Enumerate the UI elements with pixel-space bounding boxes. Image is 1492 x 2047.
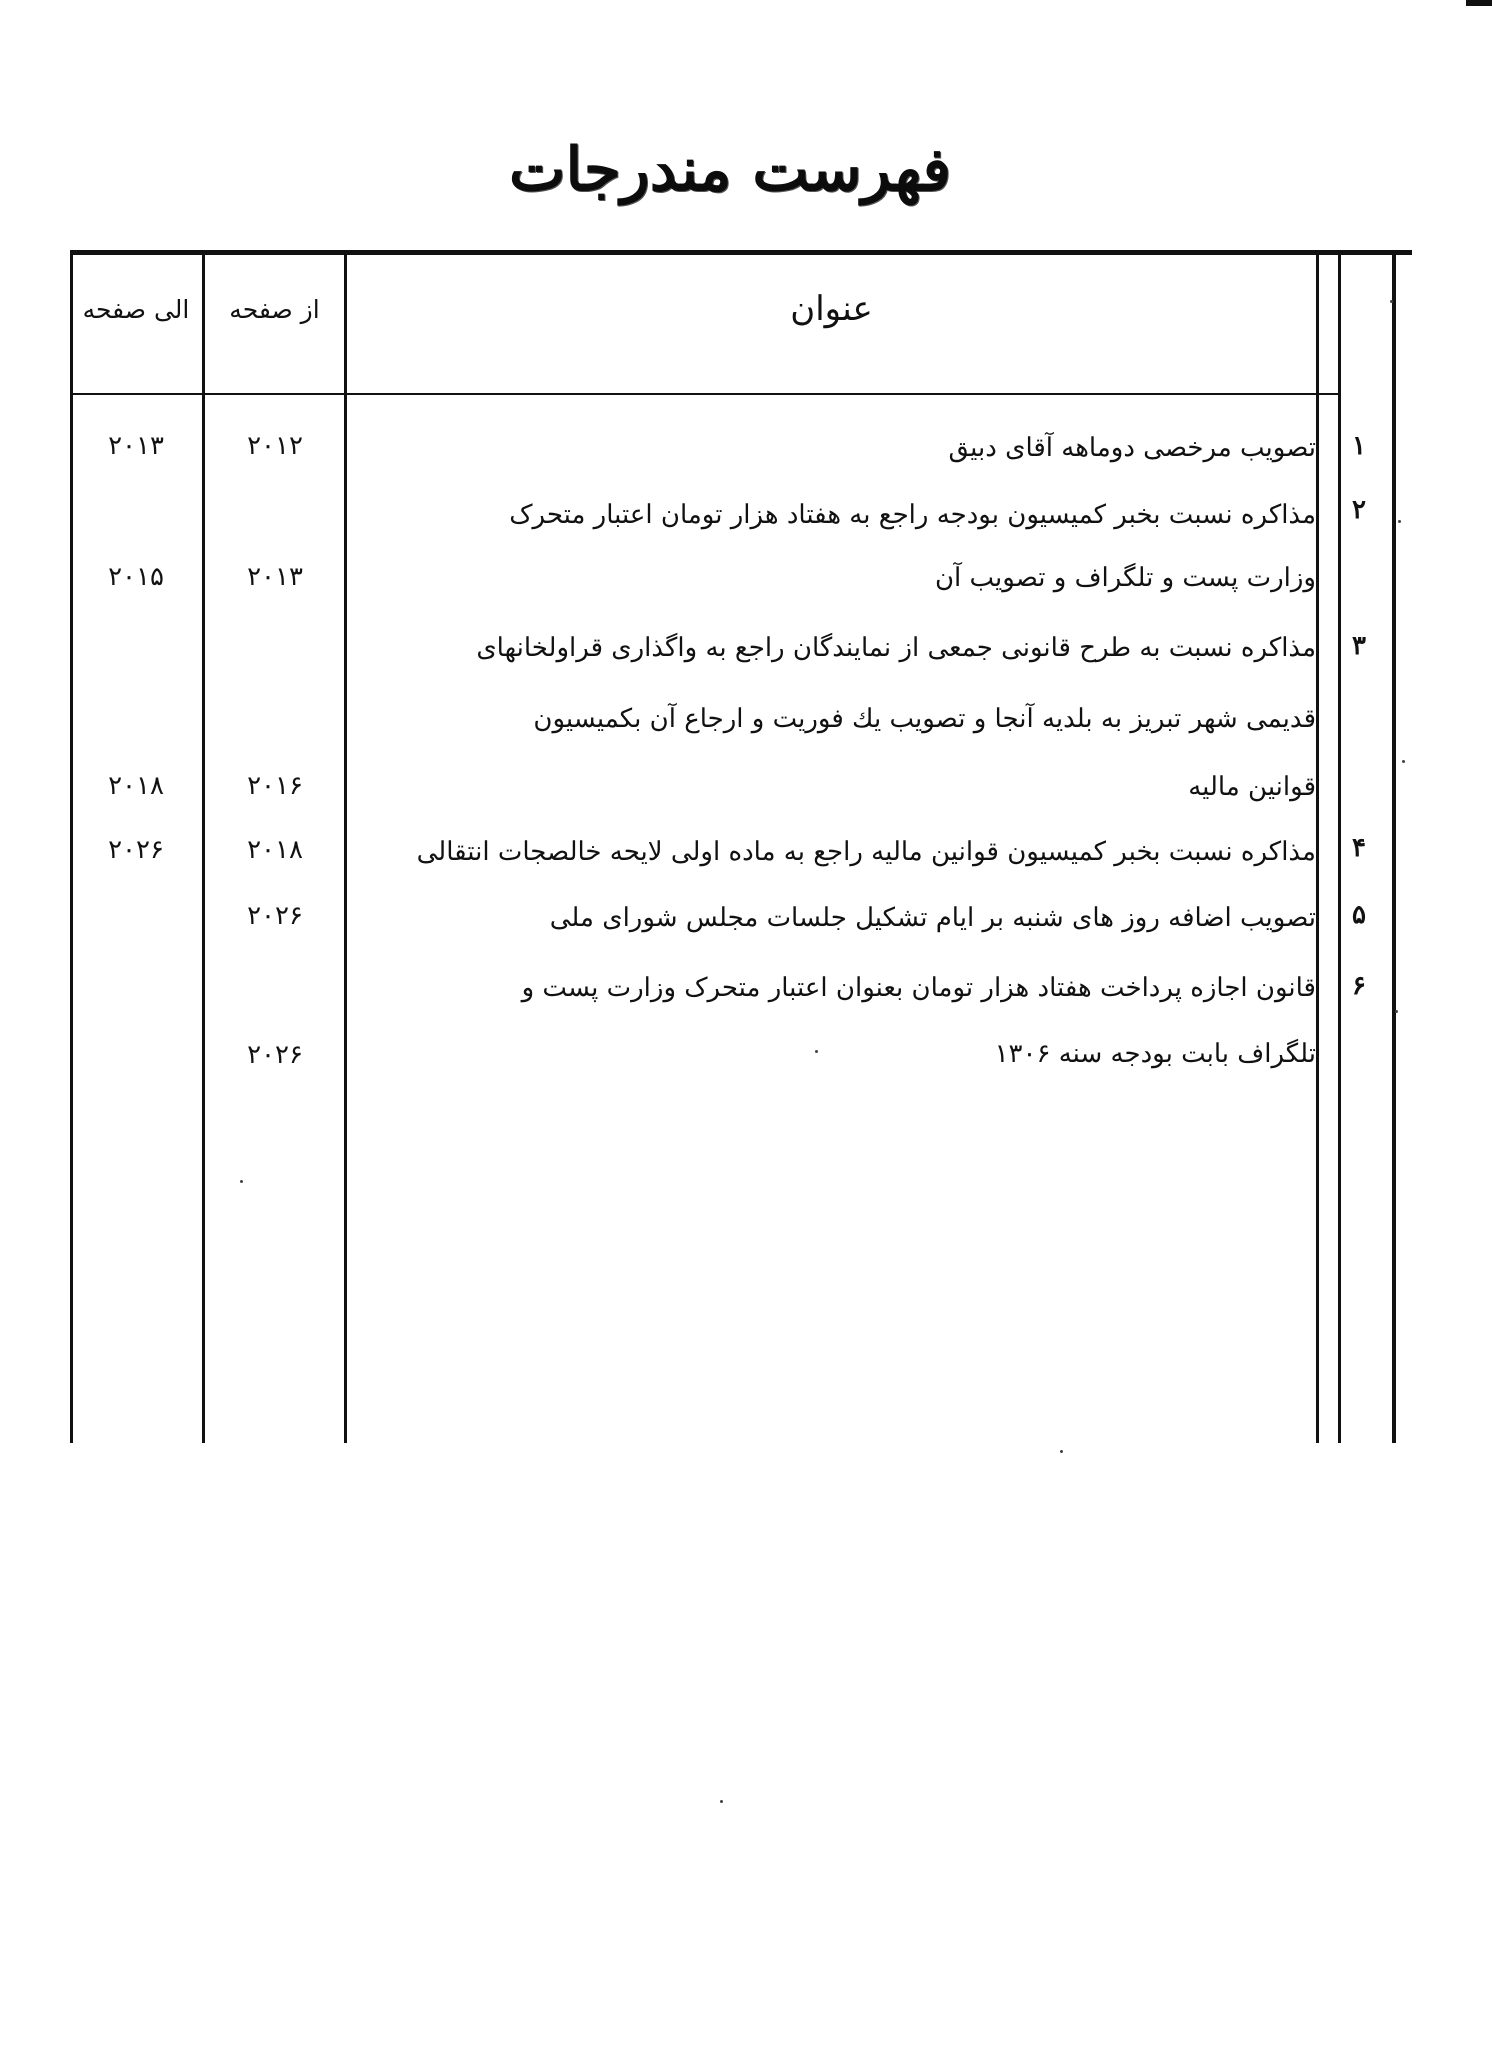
row-number: ۳ bbox=[1352, 631, 1366, 661]
entry-line: قوانین مالیه bbox=[1188, 772, 1316, 802]
header-subject: عنوان bbox=[790, 289, 873, 329]
from-page: ۲۰۲۶ bbox=[247, 901, 303, 931]
entry-line: مذاکره نسبت بخبر کمیسیون قوانین مالیه راجع به ماده اولی لایحه خالصجات انتقالی bbox=[416, 837, 1316, 867]
entry-line: تصویب اضافه روز های شنبه بر ایام تشکیل جلسات مجلس شورای ملی bbox=[549, 903, 1316, 933]
column-divider-to-from bbox=[202, 255, 205, 1443]
entry-line: مذاکره نسبت به طرح قانونی جمعی از نمایندگان راجع به واگذاری قراولخانهای bbox=[476, 633, 1316, 663]
scan-speck bbox=[720, 1800, 723, 1803]
corner-mark bbox=[1466, 0, 1492, 6]
row-number: ۶ bbox=[1352, 971, 1366, 1001]
to-page: ۲۰۱۸ bbox=[108, 771, 164, 801]
entry-line: وزارت پست و تلگراف و تصویب آن bbox=[934, 563, 1316, 593]
entry-line: تلگراف بابت بودجه سنه ۱۳۰۶ bbox=[994, 1039, 1316, 1069]
toc-table bbox=[70, 250, 1412, 1443]
scan-speck bbox=[1390, 300, 1393, 303]
from-page: ۲۰۲۶ bbox=[247, 1040, 303, 1070]
row-number: ۲ bbox=[1352, 495, 1366, 525]
from-page: ۲۰۱۲ bbox=[247, 431, 303, 461]
entry-line: مذاکره نسبت بخبر کمیسیون بودجه راجع به هفتاد هزار تومان اعتبار متحرک bbox=[509, 500, 1316, 530]
row-number: ۴ bbox=[1352, 833, 1366, 863]
to-page: ۲۰۱۵ bbox=[108, 562, 164, 592]
row-number: ۱ bbox=[1352, 431, 1366, 461]
to-page: ۲۰۱۳ bbox=[108, 431, 164, 461]
scan-speck bbox=[1060, 1450, 1063, 1453]
entry-line: تصویب مرخصی دوماهه آقای دبیق bbox=[948, 433, 1316, 463]
header-rule bbox=[70, 393, 1338, 395]
scan-speck bbox=[1398, 520, 1401, 523]
entry-line: قانون اجازه پرداخت هفتاد هزار تومان بعنوان اعتبار متحرک وزارت پست و bbox=[521, 973, 1316, 1003]
scan-speck bbox=[240, 1180, 243, 1183]
from-page: ۲۰۱۳ bbox=[247, 562, 303, 592]
table-right-border bbox=[1392, 255, 1396, 1443]
row-number: ۵ bbox=[1352, 900, 1366, 930]
to-page: ۲۰۲۶ bbox=[108, 835, 164, 865]
header-from-page: از صفحه bbox=[229, 295, 320, 324]
scan-speck bbox=[1402, 760, 1405, 763]
table-left-border bbox=[70, 255, 73, 1443]
scan-speck bbox=[815, 1050, 818, 1053]
entry-line: قدیمی شهر تبریز به بلدیه آنجا و تصویب یك فوریت و ارجاع آن بکمیسیون bbox=[533, 704, 1316, 734]
scan-speck bbox=[1395, 1010, 1398, 1013]
column-divider-subject-number bbox=[1316, 255, 1319, 1443]
header-to-page: الی صفحه bbox=[82, 295, 190, 324]
column-divider-from-subject bbox=[344, 255, 347, 1443]
column-divider-subject-number-inner bbox=[1338, 255, 1341, 1443]
page-title: فهرست مندرجات bbox=[508, 135, 952, 205]
from-page: ۲۰۱۶ bbox=[247, 771, 303, 801]
from-page: ۲۰۱۸ bbox=[247, 835, 303, 865]
